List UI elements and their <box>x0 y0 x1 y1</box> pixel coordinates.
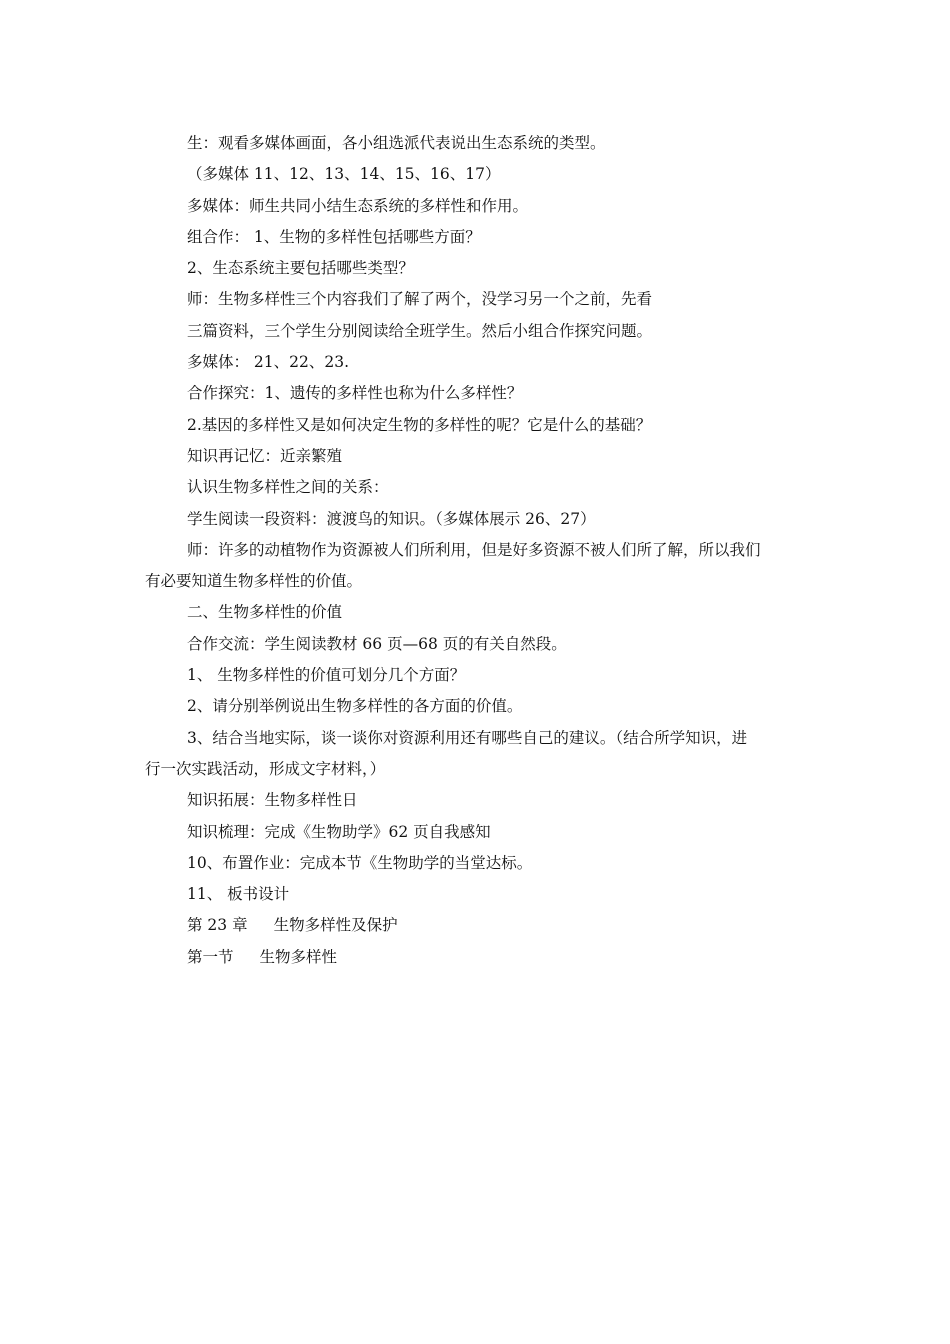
document-body <box>145 128 810 973</box>
chapter-number: 第 23 章 <box>187 916 248 935</box>
paragraph-continuation-line: 有必要知道生物多样性的价值。 <box>145 572 363 591</box>
chapter-title: 生物多样性及保护 <box>273 916 398 935</box>
text-line: 多媒体：师生共同小结生态系统的多样性和作用。 <box>187 196 529 215</box>
section-heading: 二、生物多样性的价值 <box>187 603 343 622</box>
text-line: 合作探究：1、遗传的多样性也称为什么多样性？ <box>187 384 523 403</box>
text-line: 2、请分别举例说出生物多样性的各方面的价值。 <box>187 697 523 716</box>
text-line: 认识生物多样性之间的关系： <box>187 478 389 497</box>
text-line: 2.基因的多样性又是如何决定生物的多样性的呢？它是什么的基础？ <box>187 415 652 434</box>
text-line: 师：生物多样性三个内容我们了解了两个，没学习另一个之前，先看 <box>187 290 653 309</box>
text-line: 1、 生物多样性的价值可划分几个方面？ <box>187 666 466 685</box>
text-line: 10、布置作业：完成本节《生物助学的当堂达标。 <box>187 853 533 872</box>
section-number: 第一节 <box>187 947 234 966</box>
text-line: 三篇资料，三个学生分别阅读给全班学生。然后小组合作探究问题。 <box>187 321 653 340</box>
text-line: 多媒体： 21、22、23. <box>187 353 350 372</box>
board-chapter-line <box>145 910 810 941</box>
text-line: 知识梳理：完成《生物助学》62 页自我感知 <box>187 822 491 841</box>
section-title: 生物多样性 <box>259 947 338 966</box>
text-line: （多媒体 11、12、13、14、15、16、17） <box>187 165 501 184</box>
paragraph-continuation-line: 行一次实践活动，形成文字材料，） <box>145 759 386 778</box>
paragraph-local-suggestions <box>145 723 810 786</box>
text-line: 知识再记忆：近亲繁殖 <box>187 446 343 465</box>
board-section-line <box>145 942 810 973</box>
paragraph-teacher-resources <box>145 535 810 598</box>
text-line: 组合作： 1、生物的多样性包括哪些方面？ <box>187 227 481 246</box>
text-line: 学生阅读一段资料：渡渡鸟的知识。（多媒体展示 26、27） <box>187 509 596 528</box>
text-line: 知识拓展：生物多样性日 <box>187 791 358 810</box>
paragraph-first-line: 师：许多的动植物作为资源被人们所利用，但是好多资源不被人们所了解，所以我们 <box>187 540 761 559</box>
text-line: 生：观看多媒体画面，各小组选派代表说出生态系统的类型。 <box>187 134 606 152</box>
text-line: 合作交流：学生阅读教材 66 页—68 页的有关自然段。 <box>187 634 567 653</box>
text-line: 2、生态系统主要包括哪些类型？ <box>187 259 414 278</box>
paragraph-first-line: 3、结合当地实际，谈一谈你对资源利用还有哪些自己的建议。（结合所学知识，进 <box>187 728 748 747</box>
text-line: 11、 板书设计 <box>187 885 290 904</box>
